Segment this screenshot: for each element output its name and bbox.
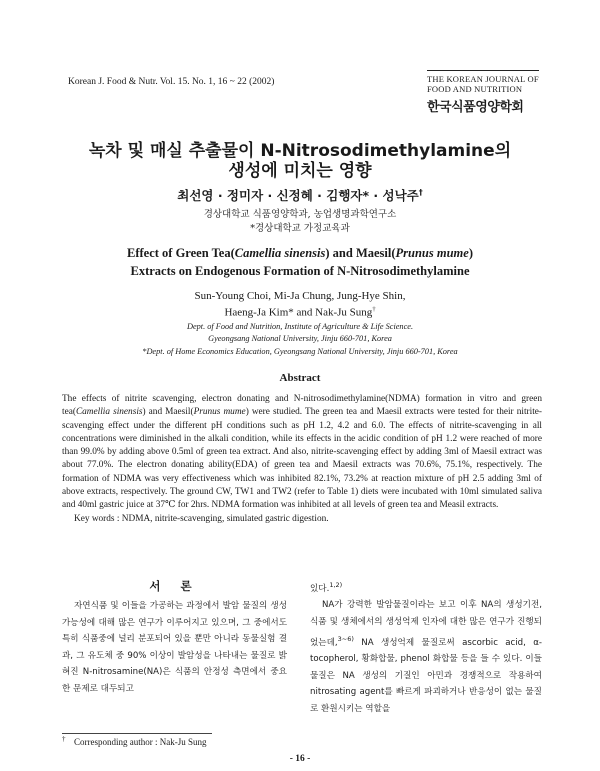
paragraph-text: NA 생성억제 물질로써 ascorbic acid, α-tocopherol, 황화합물, phenol 화합물 등을 들 수 있다. 이들 물질은 NA 생성의 기질인 아민과 경쟁적으로 작용하여 nitrosating agent를 빠르게 파괴하거나 반응성이 없는 물질로 환원시키는 역할을 (310, 637, 542, 714)
journal-name-en-2: FOOD AND NUTRITION (427, 84, 523, 94)
corresponding-mark-en: † (372, 306, 376, 313)
authors-ko (0, 186, 600, 204)
citation-ref: 3~6) (337, 634, 354, 643)
intro-continuation (310, 577, 542, 597)
journal-name-ko: 한국식품영양학회 (427, 100, 524, 115)
title-en-part: Effect of Green Tea( (127, 246, 235, 260)
abstract-text: ) and Maesil( (142, 407, 194, 418)
title-ko-line2: 생성에 미치는 영향 (228, 161, 372, 181)
affiliation-ko-2: *경상대학교 가정교육과 (250, 223, 350, 234)
authors-ko-names: 최선영 · 정미자 · 신정혜 · 김행자* · 성낙주 (177, 188, 419, 203)
journal-logo-box (427, 70, 539, 115)
abstract-body (62, 393, 542, 526)
keywords: Key words : NDMA, nitrite-scavenging, simulated gastric digestion. (74, 513, 329, 524)
title-en-line2: Extracts on Endogenous Formation of N-Nitrosodimethylamine (130, 264, 470, 278)
authors-en-line1: Sun-Young Choi, Mi-Ja Chung, Jung-Hye Shin, (194, 290, 406, 302)
title-en-part: ) (468, 246, 473, 260)
title-en-part: ) and Maesil( (325, 246, 396, 260)
title-ko-line1: 녹차 및 매실 추출물이 N-Nitrosodimethylamine의 (88, 141, 512, 161)
continuation-text: 있다. (310, 583, 330, 594)
citation-ref: 1,2) (329, 581, 343, 589)
page-number: - 16 - (289, 754, 311, 764)
corresponding-mark: † (418, 187, 423, 197)
intro-paragraph-1: 자연식품 및 이들을 가공하는 과정에서 발암 물질의 생성 가능성에 대해 많은 연구가 이루어지고 있으며, 그 중에서도 특히 식품중에 널리 분포되어 있을 뿐만 아니라 동물실험 결과, 그 유도체 중 90% 이상이 발암성을 나타내는 물질로 밝혀진 N-nitrosamine(NA)은 식품의 안정성 측면에서 중요한 문제로 대두되고 (62, 601, 287, 694)
journal-name-en-1: THE KOREAN JOURNAL OF (427, 74, 539, 84)
authors-en-line2 (0, 306, 600, 319)
title-en-line1 (0, 246, 600, 261)
footnote-corresponding-author: Corresponding author : Nak-Ju Sung (74, 737, 207, 747)
abstract-species-2: Prunus mume (193, 407, 246, 418)
title-en-species-1: Camellia sinensis (234, 246, 326, 260)
abstract-species-1: Camellia sinensis (75, 407, 143, 418)
affiliation-ko-1: 경상대학교 식품영양학과, 농업생명과학연구소 (203, 209, 397, 220)
section-title-introduction: 서 론 (149, 579, 200, 593)
journal-rule (427, 70, 539, 71)
affiliation-en-2: Gyeongsang National University, Jinju 660-701, Korea (208, 334, 392, 343)
abstract-text: ) were studied. The green tea and Maesil extracts were tested for their nitrite-scavenging effect under the different pH conditions such as pH 1.2, 4.2 and 6.0. The effects of nitrite-scavenging in all concentrations were diminished in the alkali condition, while its effects in the acidic condition of pH 1.2 were reached of more than 99.0% by adding above 0.5ml of green tea extract. And also, nitrite-scavenging effect by adding 3ml of Maesil extract was about 77.0%. The electron donating ability(EDA) of green tea and Maesil extracts was 70.6%, 75.1%, respectively. The formation of NDMA was very effectiveness which was inhibited 82.1%, 73.2% at reaction mixture of pH 2.5 adding 3ml of above extracts, respectively. The ground CW, TW1 and TW2 (refer to Table 1) diets were incubated with 10ml simulated saliva and 40ml gastric juice at 37℃ for 2hrs. NDMA formation was inhibited at all levels of green tea and Measil extracts. (62, 407, 543, 511)
abstract-paragraph (62, 393, 542, 513)
affiliation-en-3: *Dept. of Home Economics Education, Gyeongsang National University, Jinju 660-701, Korea (142, 347, 458, 356)
body-column-right (310, 577, 542, 717)
intro-paragraph-2 (310, 597, 542, 717)
title-en-species-2: Prunus mume (395, 246, 469, 260)
abstract-text: The effects of nitrite scavenging, electron donating and N-nitrosodimethylamine(NDMA) formation in vitro and green tea( (62, 394, 542, 418)
affiliation-en-1: Dept. of Food and Nutrition, Institute of Agriculture & Life Science. (186, 322, 414, 331)
abstract-heading: Abstract (279, 372, 321, 384)
footnote-divider (62, 733, 212, 734)
authors-en-names: Haeng-Ja Kim* and Nak-Ju Sung (224, 306, 373, 319)
footnote-mark: † (62, 735, 66, 743)
body-column-left (62, 598, 287, 698)
journal-citation: Korean J. Food & Nutr. Vol. 15. No. 1, 16 ~ 22 (2002) (68, 77, 275, 87)
paragraph-text: NA가 강력한 발암물질이라는 보고 이후 NA의 생성기전, 식품 및 생체에서의 생성억제 인자에 대한 많은 연구가 진행되었는데, (310, 600, 542, 648)
